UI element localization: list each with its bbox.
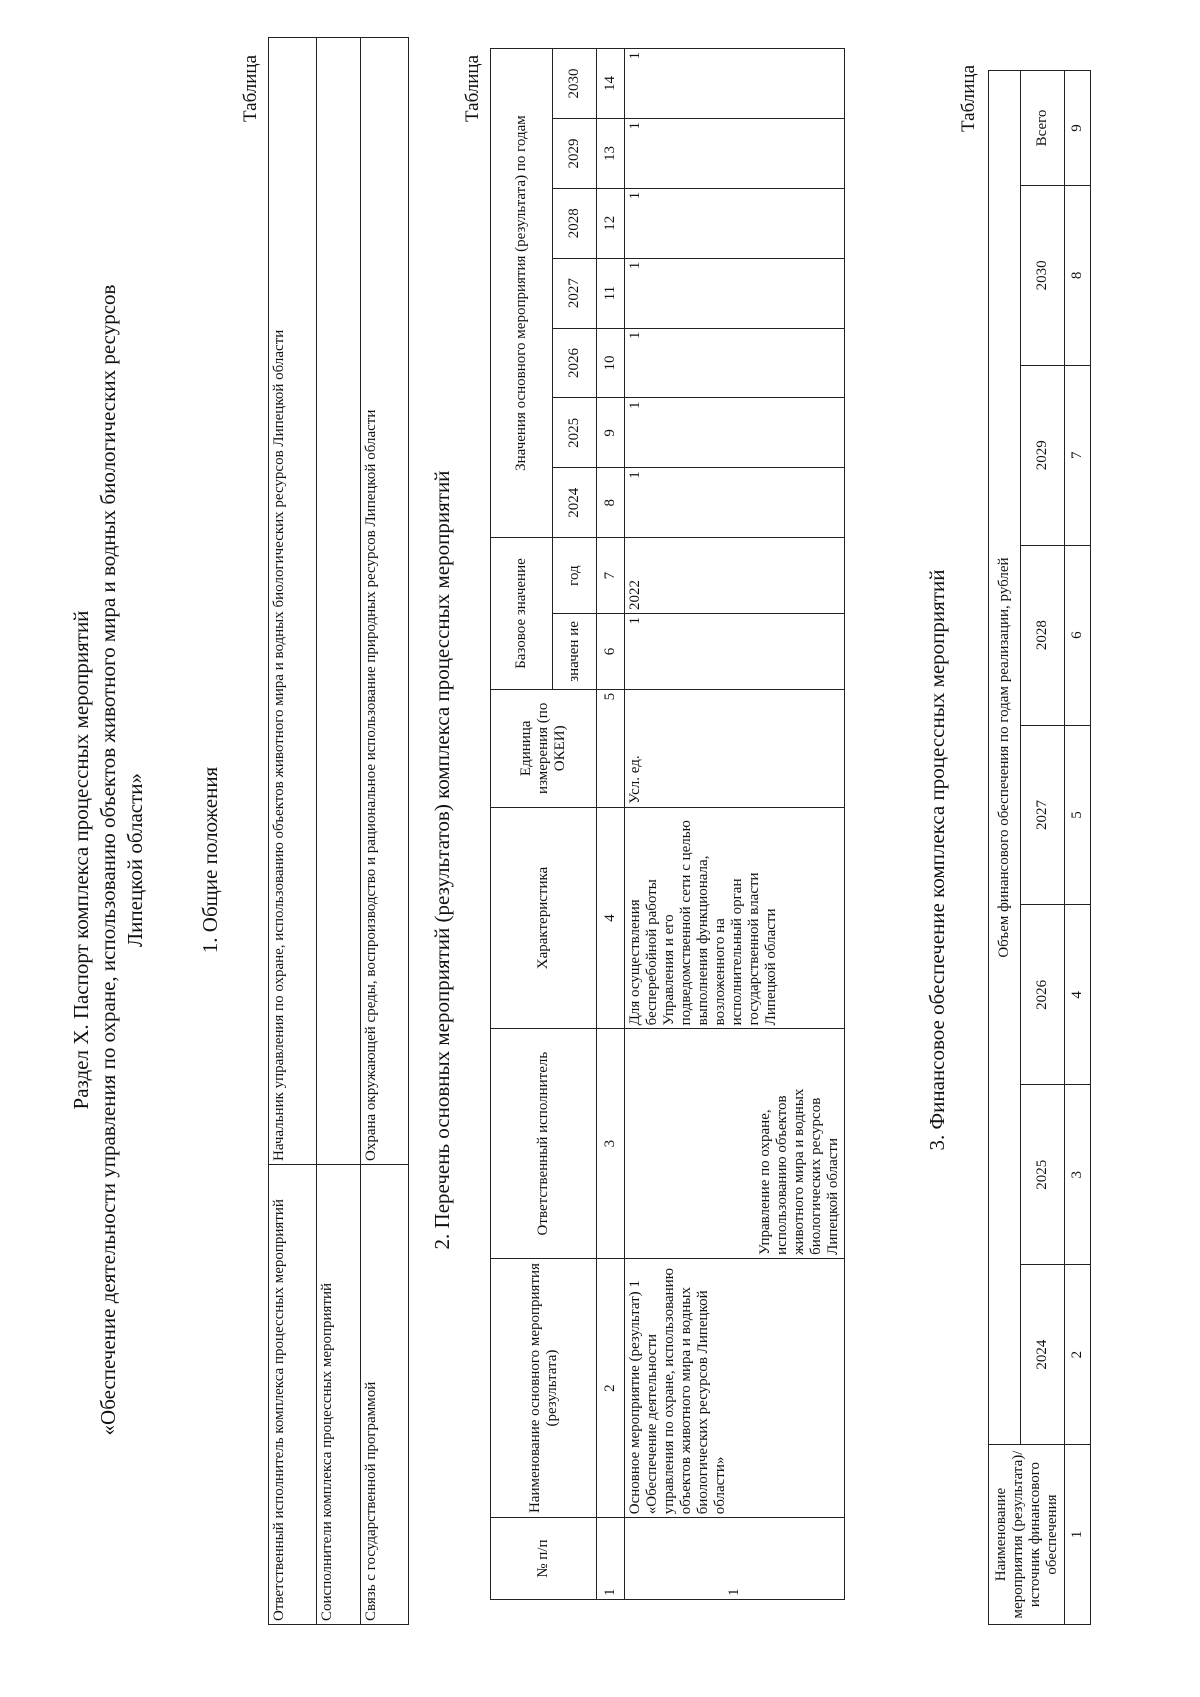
header-line-2: «Обеспечение деятельности управления по охране, использованию объектов животного мира и водных биологических ресурсов xyxy=(96,284,120,1436)
document-header xyxy=(68,60,149,1660)
row-year-value: 1 xyxy=(625,258,845,328)
row-value: Начальник управления по охране, использованию объектов животного мира и водных биологических ресурсов Липецкой области xyxy=(269,38,317,1165)
col-number: 6 xyxy=(597,614,625,690)
header-year: 2028 xyxy=(1021,545,1065,725)
header-volume: Объем финансового обеспечения по годам реализации, рублей xyxy=(989,71,1021,1445)
header-year: 2027 xyxy=(1021,725,1065,905)
section3-table-label: Таблица xyxy=(958,64,979,132)
section2-table-label: Таблица xyxy=(462,54,483,122)
header-base-value: значен ие xyxy=(553,614,597,690)
row-name: Основное мероприятие (результат) 1 «Обеспечение деятельности управления по охране, использованию объектов животного мира и водных биологических ресурсов Липецкой области» xyxy=(625,1258,845,1517)
col-number: 1 xyxy=(1065,1445,1091,1625)
col-number: 9 xyxy=(1065,71,1091,186)
col-number: 5 xyxy=(597,689,625,807)
col-number: 14 xyxy=(597,49,625,119)
header-total: Всего xyxy=(1021,71,1065,186)
col-number: 3 xyxy=(597,1029,625,1259)
section2-title: 2. Перечень основных мероприятий (результатов) комплекса процессных мероприятий xyxy=(430,470,454,1250)
row-year-value: 1 xyxy=(625,188,845,258)
header-year: 2028 xyxy=(553,188,597,258)
header-year: 2030 xyxy=(1021,185,1065,365)
col-number: 8 xyxy=(1065,185,1091,365)
row-executor: Управление по охране, использованию объектов животного мира и водных биологических ресурсов Липецкой области xyxy=(625,1029,845,1259)
header-executor: Ответственный исполнитель xyxy=(491,1029,597,1259)
row-value: Охрана окружающей среды, воспроизводство и рациональное использование природных ресурсов Липецкой области xyxy=(361,38,409,1165)
header-base: Базовое значение xyxy=(491,538,553,690)
row-base-year: 2022 xyxy=(625,538,845,614)
col-number: 1 xyxy=(597,1518,625,1600)
header-characteristic: Характеристика xyxy=(491,807,597,1029)
col-number: 13 xyxy=(597,119,625,189)
row-label: Связь с государственной программой xyxy=(361,1165,409,1625)
row-base-value: 1 xyxy=(625,614,845,690)
col-number: 9 xyxy=(597,398,625,468)
row-year-value: 1 xyxy=(625,119,845,189)
row-value xyxy=(317,38,361,1165)
section3-title: 3. Финансовое обеспечение комплекса процессных мероприятий xyxy=(925,569,949,1151)
row-unit: Усл. ед. xyxy=(625,689,845,807)
row-year-value: 1 xyxy=(625,328,845,398)
header-values-by-year: Значения основного мероприятия (результата) по годам xyxy=(491,49,553,538)
table-row xyxy=(361,38,409,1625)
row-label: Соисполнители комплекса процессных мероприятий xyxy=(317,1165,361,1625)
col-number: 5 xyxy=(1065,725,1091,905)
table-row xyxy=(625,49,845,1600)
header-year: 2024 xyxy=(1021,1265,1065,1445)
header-name: Наименование основного мероприятия (результата) xyxy=(491,1258,597,1517)
main-activities-table xyxy=(490,48,845,1600)
section1-table-label: Таблица xyxy=(240,54,261,122)
col-number: 11 xyxy=(597,258,625,328)
financial-support-table xyxy=(988,70,1091,1625)
general-provisions-table xyxy=(268,37,409,1625)
table-row xyxy=(269,38,317,1625)
rotated-page xyxy=(30,52,1150,1660)
col-number: 8 xyxy=(597,468,625,538)
col-number: 4 xyxy=(597,807,625,1029)
header-year: 2030 xyxy=(553,49,597,119)
header-year: 2024 xyxy=(553,468,597,538)
header-year: 2025 xyxy=(553,398,597,468)
header-year: 2026 xyxy=(1021,905,1065,1085)
col-number: 6 xyxy=(1065,545,1091,725)
header-line-3: Липецкой области» xyxy=(123,772,147,948)
row-num: 1 xyxy=(625,1518,845,1600)
col-number: 12 xyxy=(597,188,625,258)
header-year: 2027 xyxy=(553,258,597,328)
col-number: 7 xyxy=(1065,365,1091,545)
col-number: 2 xyxy=(1065,1265,1091,1445)
header-base-year: год xyxy=(553,538,597,614)
col-number: 2 xyxy=(597,1258,625,1517)
column-numbers-row xyxy=(597,49,625,1600)
row-year-value: 1 xyxy=(625,49,845,119)
row-label: Ответственный исполнитель комплекса процессных мероприятий xyxy=(269,1165,317,1625)
col-number: 7 xyxy=(597,538,625,614)
header-name: Наименование мероприятия (результата)/источник финансового обеспечения xyxy=(989,1445,1065,1625)
header-line-1: Раздел X. Паспорт комплекса процессных мероприятий xyxy=(69,610,93,1110)
row-year-value: 1 xyxy=(625,398,845,468)
header-unit: Единица измерения (по ОКЕИ) xyxy=(491,689,597,807)
row-year-value: 1 xyxy=(625,468,845,538)
header-year: 2026 xyxy=(553,328,597,398)
col-number: 4 xyxy=(1065,905,1091,1085)
col-number: 10 xyxy=(597,328,625,398)
header-year: 2029 xyxy=(1021,365,1065,545)
col-number: 3 xyxy=(1065,1085,1091,1265)
header-year: 2025 xyxy=(1021,1085,1065,1265)
header-year: 2029 xyxy=(553,119,597,189)
header-num: № п/п xyxy=(491,1518,597,1600)
table-row xyxy=(317,38,361,1625)
column-numbers-row xyxy=(1065,71,1091,1625)
section1-title: 1. Общие положения xyxy=(198,766,222,954)
row-characteristic: Для осуществления бесперебойной работы Управления и его подведомственной сети с целью выполнения функционала, возложенного на исполнительный орган государственной власти Липецкой области xyxy=(625,807,845,1029)
